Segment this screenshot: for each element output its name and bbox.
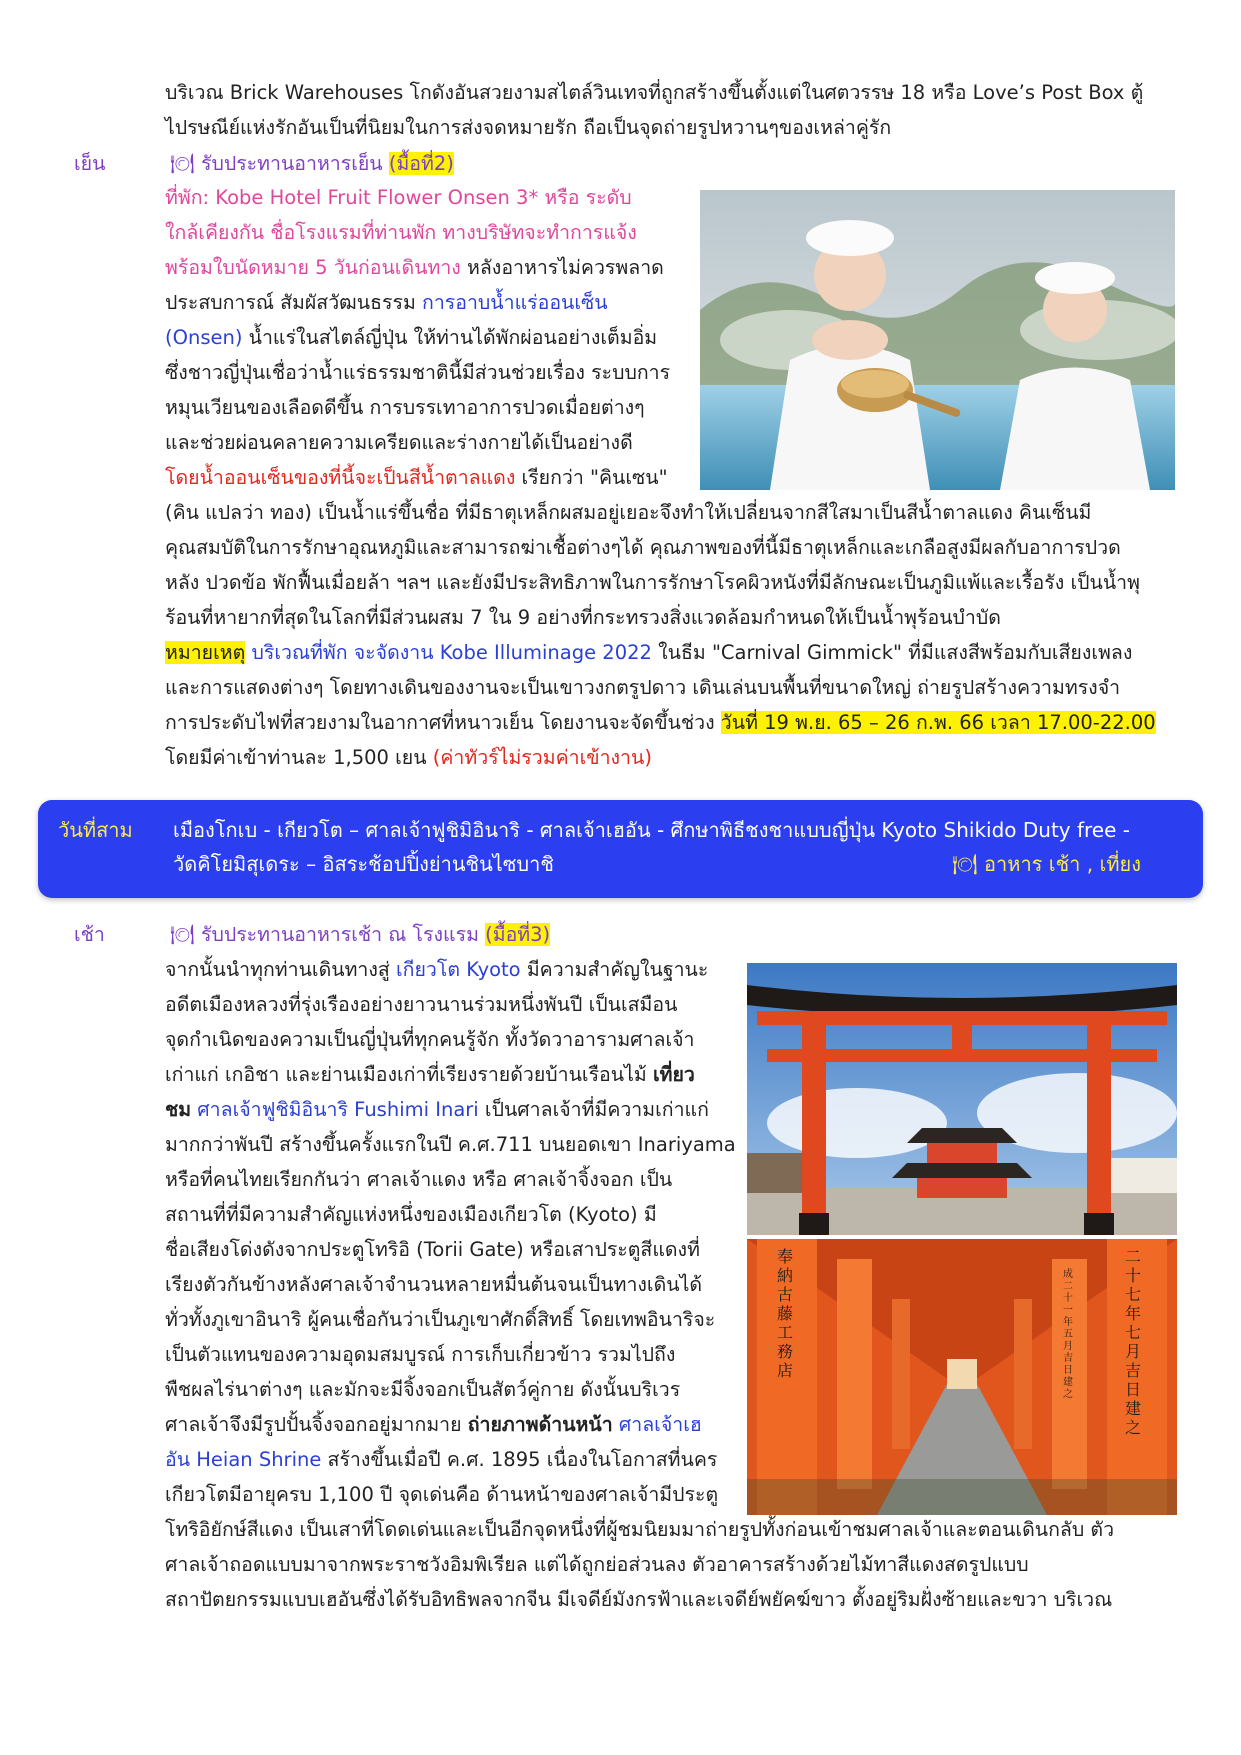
event-name: บริเวณที่พัก จะจัดงาน Kobe Illuminage 2022 — [245, 641, 652, 664]
kyoto-line: โทริอิยักษ์สีแดง เป็นเสาที่โดดเด่นและเป็นอีกจุดหนึ่งที่ผู้ชมนิยมมาถ่ายรูปทั้งก่อนเข้าชมศาลเจ้าและตอนเดินกลับ ตัว — [165, 1518, 1115, 1541]
breakfast-line — [170, 917, 550, 952]
text-run: เก่าแก่ เกอิชา และย่านเมืองเก่าที่เรียงรายด้วยบ้านเรือนไม้ — [165, 1063, 653, 1086]
day-label: วันที่สาม — [58, 818, 133, 842]
torii-tunnel-photo — [747, 1239, 1177, 1515]
kyoto-line: เรียงตัวกันข้างหลังศาลเจ้าจำนวนหลายหมื่นต้นจนเป็นทางเดินได้ — [165, 1273, 703, 1296]
kyoto-line — [165, 1057, 695, 1092]
breakfast-text: รับประทานอาหารเช้า ณ โรงแรม — [200, 923, 479, 946]
meals-text: อาหาร เช้า , เที่ยง — [984, 852, 1141, 876]
visit-label: ชม — [165, 1098, 192, 1121]
kyoto-line: สถานที่ที่มีความสำคัญแห่งหนึ่งของเมืองเกียวโต (Kyoto) มี — [165, 1203, 657, 1226]
text-run: การประดับไฟที่สวยงามในอากาศที่หนาวเย็น โดยงานจะจัดขึ้นช่วง — [165, 711, 721, 734]
intro-line: ไปรษณีย์แห่งรักอันเป็นที่นิยมในการส่งจดหมายรัก ถือเป็นจุดถ่ายรูปหวานๆของเหล่าคู่รัก — [165, 116, 892, 139]
onsen-line: หลัง ปวดข้อ พักฟื้นเมื่อยล้า ฯลฯ และยังมีประสิทธิภาพในการรักษาโรคผิวหนังที่มีลักษณะเป็นภูมิแพ้และเรื้อรัง เป็นน้ำพุ — [165, 571, 1140, 594]
kyoto-line — [165, 1442, 717, 1477]
heian-link: ศาลเจ้าเฮ — [612, 1413, 702, 1436]
route-line: เมืองโกเบ - เกียวโต – ศาลเจ้าฟูชิมิอินาริ - ศาลเจ้าเฮอัน - ศึกษาพิธีชงชาแบบญี่ปุ่น Kyoto Shikido Duty free - — [173, 818, 1130, 842]
kyoto-line: พืชผลไร่นาต่างๆ และมักจะมีจิ้งจอกเป็นสัตว์คู่กาย ดังนั้นบริเวร — [165, 1378, 681, 1401]
note-line — [165, 740, 652, 775]
kyoto-line: ชื่อเสียงโด่งดังจากประตูโทริอิ (Torii Gate) หรือเสาประตูสีแดงที่ — [165, 1238, 700, 1261]
text-run: ศาลเจ้าจึงมีรูปปั้นจิ้งจอกอยู่มากมาย — [165, 1413, 468, 1436]
hotel-line: ใกล้เคียงกัน ชื่อโรงแรมที่ท่านพัก ทางบริษัทจะทำการแจ้ง — [165, 221, 637, 244]
meal-number: (มื้อที่2) — [388, 152, 454, 175]
text-run: โดยมีค่าเข้าท่านละ 1,500 เยน — [165, 746, 433, 769]
text-run: เรียกว่า "คินเซน" — [515, 466, 668, 489]
kyoto-line — [165, 1092, 709, 1127]
onsen-line: ร้อนที่หายากที่สุดในโลกที่มีส่วนผสม 7 ใน 9 อย่างที่กระทรวงสิ่งแวดล้อมกำหนดให้เป็นน้ำพุร้อนบำบัด — [165, 606, 1001, 629]
text-run: จากนั้นนำทุกท่านเดินทางสู่ — [165, 958, 397, 981]
kyoto-line: หรือที่คนไทยเรียกกันว่า ศาลเจ้าแดง หรือ ศาลเจ้าจิ้งจอก เป็น — [165, 1168, 673, 1191]
onsen-line: ซึ่งชาวญี่ปุ่นเชื่อว่าน้ำแร่ธรรมชาตินี้มีส่วนช่วยเรื่อง ระบบการ — [165, 361, 671, 384]
onsen-line — [165, 285, 608, 320]
onsen-photo — [700, 190, 1175, 490]
onsen-red-note: โดยน้ำออนเซ็นของที่นี้จะเป็นสีน้ำตาลแดง — [165, 466, 516, 489]
text-run: ในธีม "Carnival Gimmick" ที่มีแสงสีพร้อมกับเสียงเพลง — [651, 641, 1133, 664]
dinner-text: รับประทานอาหารเย็น — [200, 152, 383, 175]
note-line — [165, 705, 1156, 740]
text-run: เป็นศาลเจ้าที่มีความเก่าแก่ — [478, 1098, 709, 1121]
onsen-highlight: การอาบน้ำแร่ออนเซ็น — [422, 291, 608, 314]
meal-number: (มื้อที่3) — [485, 923, 551, 946]
kyoto-line: สถาปัตยกรรมแบบเฮอันซึ่งได้รับอิทธิพลจากจีน มีเจดีย์มังกรฟ้าและเจดีย์พยัคฆ์ขาว ตั้งอยู่ริมฝั่งซ้ายและขวา บริเวณ — [165, 1588, 1113, 1611]
note-line: และการแสดงต่างๆ โดยทางเดินของงานจะเป็นเขาวงกตรูปดาว เดินเล่นบนพื้นที่ขนาดใหญ่ ถ่ายรูปสร้างความทรงจำ — [165, 676, 1121, 699]
kyoto-line — [165, 1407, 702, 1442]
onsen-line: และช่วยผ่อนคลายความเครียดและร่างกายได้เป็นอย่างดี — [165, 431, 633, 454]
kyoto-line: ทั่วทั้งภูเขาอินาริ ผู้คนเชื่อกันว่าเป็นภูเขาศักดิ์สิทธิ์ โดยเทพอินาริจะ — [165, 1308, 716, 1331]
kyoto-line: อดีตเมืองหลวงที่รุ่งเรืองอย่างยาวนานร่วมหนึ่งพันปี เป็นเสมือน — [165, 993, 678, 1016]
route-line: วัดคิโยมิสุเดระ – อิสระช้อปปิ้งย่านชินไซบาชิ — [173, 852, 554, 876]
photo-label: ถ่ายภาพด้านหน้า — [467, 1413, 613, 1436]
kyoto-line: จุดกำเนิดของความเป็นญี่ปุ่นที่ทุกคนรู้จัก ทั้งวัดวาอารามศาลเจ้า — [165, 1028, 695, 1051]
onsen-line: (คิน แปลว่า ทอง) เป็นน้ำแร่ขึ้นชื่อ ที่มีธาตุเหล็กผสมอยู่เยอะจึงทำให้เปลี่ยนจากสีใสมาเป็นสีน้ำตาลแดง คินเซ็นมี — [165, 501, 1092, 524]
plate-icon: 🍽 — [952, 852, 978, 876]
plate-icon: 🍽 — [170, 152, 195, 175]
text-run: น้ำแร่ในสไตล์ญี่ปุ่น ให้ท่านได้พักผ่อนอย่างเต็มอิ่ม — [242, 326, 658, 349]
kyoto-line — [165, 952, 708, 987]
kyoto-line: เกียวโตมีอายุครบ 1,100 ปี จุดเด่นคือ ด้านหน้าของศาลเจ้ามีประตู — [165, 1483, 719, 1506]
hotel-note: พร้อมใบนัดหมาย 5 วันก่อนเดินทาง — [165, 256, 461, 279]
onsen-highlight: (Onsen) — [165, 326, 243, 349]
dinner-line — [170, 146, 454, 181]
hotel-line — [165, 250, 664, 285]
day-banner — [38, 800, 1203, 898]
text-run: มีความสำคัญในฐานะ — [520, 958, 709, 981]
torii-inscription: 奉納 古藤工務店 — [777, 1247, 794, 1380]
visit-label: เที่ยว — [652, 1063, 695, 1086]
text-run: ประสบการณ์ สัมผัสวัฒนธรรม — [165, 291, 423, 314]
fee-note: (ค่าทัวร์ไม่รวมค่าเข้างาน) — [432, 746, 652, 769]
text-run: สร้างขึ้นเมื่อปี ค.ศ. 1895 เนื่องในโอกาสที่นคร — [321, 1448, 718, 1471]
section-label-evening: เย็น — [74, 152, 106, 175]
fushimi-link: ศาลเจ้าฟูชิมิอินาริ Fushimi Inari — [191, 1098, 479, 1121]
onsen-line: คุณสมบัติในการรักษาอุณหภูมิและสามารถฆ่าเชื้อต่างๆได้ คุณภาพของที่นี้มีธาตุเหล็กและเกลือสูงมีผลกับอาการปวด — [165, 536, 1121, 559]
plate-icon: 🍽 — [170, 923, 195, 946]
onsen-line — [165, 320, 657, 355]
section-label-morning: เช้า — [74, 923, 105, 946]
text-run: หลังอาหารไม่ควรพลาด — [460, 256, 664, 279]
note-label: หมายเหตุ — [165, 641, 246, 664]
hotel-line: ที่พัก: Kobe Hotel Fruit Flower Onsen 3* หรือ ระดับ — [165, 186, 632, 209]
kyoto-line: เป็นตัวแทนของความอุดมสมบูรณ์ การเก็บเกี่ยวข้าว รวมไปถึง — [165, 1343, 676, 1366]
intro-line: บริเวณ Brick Warehouses โกดังอันสวยงามสไตล์วินเทจที่ถูกสร้างขึ้นตั้งแต่ในศตวรรษ 18 หรือ Love’s Post Box ตู้ — [165, 81, 1144, 104]
kyoto-link: เกียวโต Kyoto — [396, 958, 521, 981]
torii-inscription: 成二十一年五月吉日建之 — [1063, 1269, 1073, 1400]
onsen-line — [165, 460, 668, 495]
torii-inscription: 二十七年七月吉日建之 — [1125, 1247, 1142, 1437]
day-meals — [952, 847, 1141, 881]
kyoto-line: ศาลเจ้าถอดแบบมาจากพระราชวังอิมพิเรียล แต่ได้ถูกย่อส่วนลง ตัวอาคารสร้างด้วยไม้ทาสีแดงสดรูปแบบ — [165, 1553, 1029, 1576]
event-dates: วันที่ 19 พ.ย. 65 – 26 ก.พ. 66 เวลา 17.00-22.00 — [720, 711, 1156, 734]
torii-photo — [747, 963, 1177, 1235]
heian-link: อัน Heian Shrine — [165, 1448, 322, 1471]
note-line — [165, 635, 1132, 670]
kyoto-line: มากกว่าพันปี สร้างขึ้นครั้งแรกในปี ค.ศ.711 บนยอดเขา Inariyama — [165, 1133, 736, 1156]
onsen-line: หมุนเวียนของเลือดดีขึ้น การบรรเทาอาการปวดเมื่อยต่างๆ — [165, 396, 645, 419]
